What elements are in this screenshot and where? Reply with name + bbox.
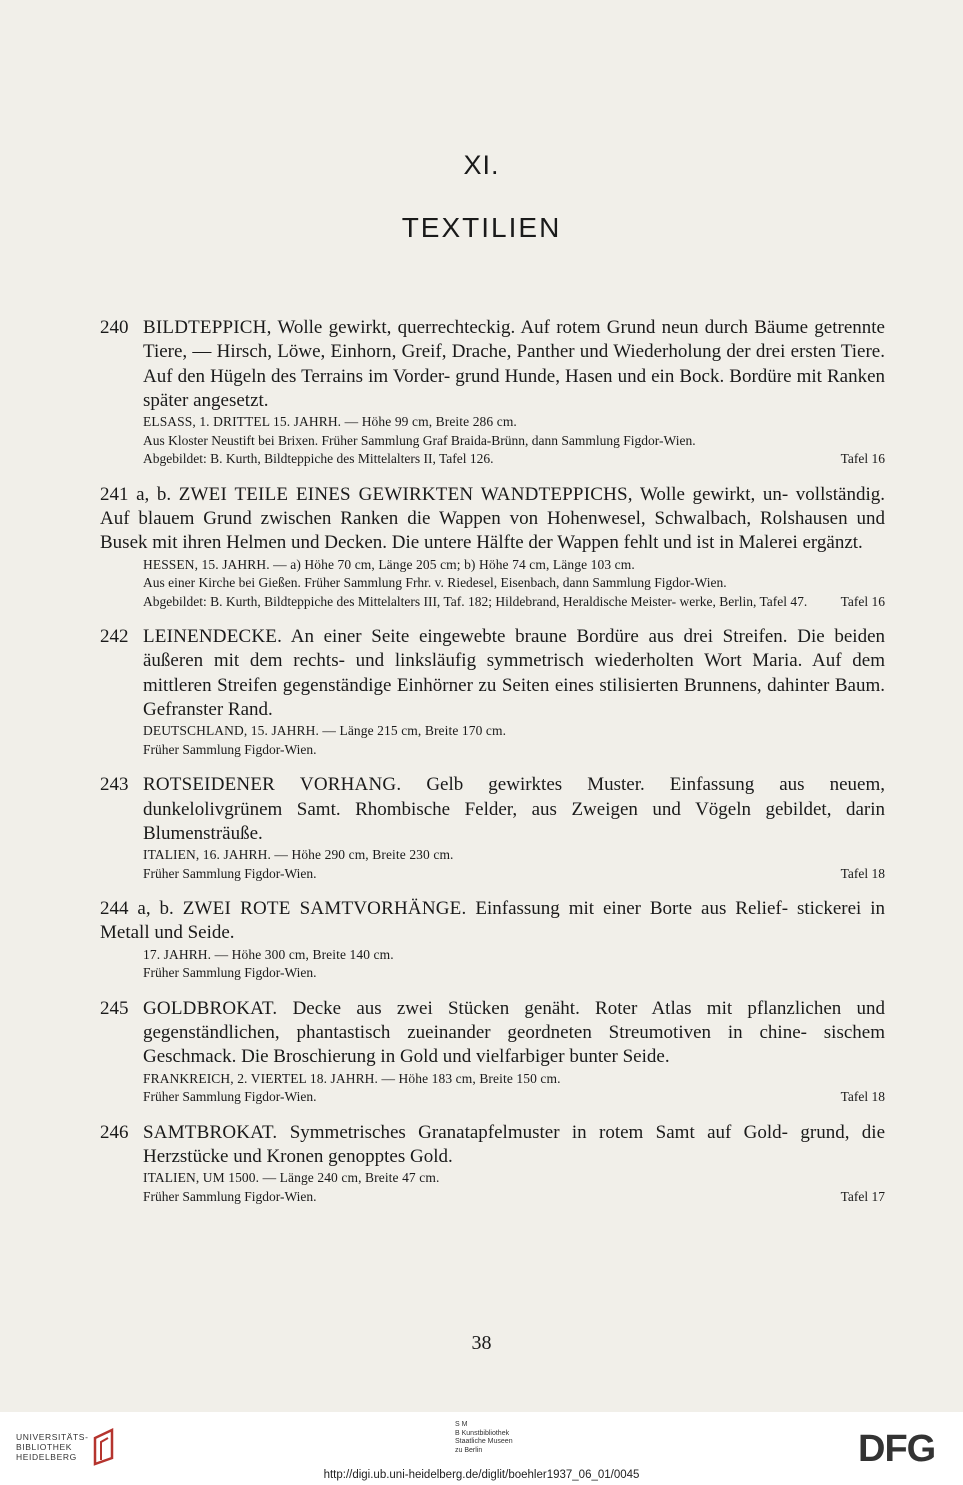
chapter-title: TEXTILIEN bbox=[401, 212, 562, 243]
smb-logo-line: zu Berlin bbox=[455, 1446, 483, 1454]
entry-number: 242 bbox=[100, 626, 129, 648]
entry-note-text: Früher Sammlung Figdor-Wien. bbox=[143, 1089, 317, 1105]
dfg-logo[interactable]: DFG bbox=[858, 1428, 936, 1470]
catalog-entry bbox=[100, 625, 885, 759]
plate-reference: Tafel 17 bbox=[840, 1188, 885, 1204]
entry-origin: DEUTSCHLAND, 15. JAHRH. — Länge 215 cm, Breite 170 cm. bbox=[143, 723, 507, 739]
entry-origin: ITALIEN, UM 1500. — Länge 240 cm, Breite 47 cm. bbox=[143, 1170, 440, 1186]
catalog-entry bbox=[100, 316, 885, 469]
entry-number: 246 bbox=[100, 1121, 129, 1143]
catalog-entry bbox=[100, 1121, 885, 1207]
entry-text: Wolle gewirkt, querrechteckig. Auf rotem Grund neun durch Bäume getrennte Tiere, — Hirsch, Löwe, Einhorn, Greif, Drache, Panther und Wiederholung der drei ersten Tiere. Auf den Hügeln des Terrains im Vorder- grund Hunde, Hasen und ein Bock. Bordüre mit Ranken später angesetzt. bbox=[143, 317, 885, 411]
smb-kunstbibliothek-logo[interactable] bbox=[455, 1421, 513, 1455]
smb-logo-line: B Kunstbibliothek bbox=[455, 1429, 510, 1437]
entry-meta bbox=[100, 946, 885, 983]
plate-reference: Tafel 18 bbox=[840, 865, 885, 881]
plate-reference: Tafel 18 bbox=[840, 1089, 885, 1105]
entry-title: GOLDBROKAT. bbox=[143, 997, 278, 1019]
catalog-entry bbox=[100, 773, 885, 883]
plate-reference: Tafel 16 bbox=[840, 593, 885, 609]
catalog-entry bbox=[100, 997, 885, 1107]
university-mark-icon bbox=[92, 1428, 116, 1466]
smb-logo-line: Staatliche Museen bbox=[455, 1438, 513, 1445]
page-number: 38 bbox=[471, 1332, 492, 1354]
entry-note bbox=[143, 865, 885, 884]
entry-description bbox=[100, 773, 885, 846]
entry-description bbox=[100, 897, 885, 946]
entry-description bbox=[100, 483, 885, 556]
entry-note bbox=[143, 741, 885, 760]
entry-text: Einfassung mit einer Borte aus Relief- stickerei in Metall und Seide. bbox=[100, 898, 886, 944]
entry-note bbox=[143, 450, 885, 469]
entry-title: ZWEI ROTE SAMTVORHÄNGE. bbox=[182, 898, 467, 920]
entry-note bbox=[143, 593, 885, 612]
permalink-url[interactable]: http://digi.ub.uni-heidelberg.de/diglit/boehler1937_06_01/0045 bbox=[323, 1469, 640, 1481]
entry-title: SAMTBROKAT. bbox=[143, 1121, 278, 1143]
entry-note bbox=[143, 574, 885, 593]
entry-description bbox=[100, 625, 885, 722]
entry-note-text: Abgebildet: B. Kurth, Bildteppiche des Mittelalters III, Taf. 182; Hildebrand, Heraldische Meister- werke, Berlin, Tafel 47. bbox=[143, 593, 808, 609]
entry-origin: HESSEN, 15. JAHRH. — a) Höhe 70 cm, Länge 205 cm; b) Höhe 74 cm, Länge 103 cm. bbox=[143, 556, 635, 572]
entry-note-text: Früher Sammlung Figdor-Wien. bbox=[143, 1188, 317, 1204]
entry-note-text: Aus Kloster Neustift bei Brixen. Früher Sammlung Graf Braida-Brünn, dann Sammlung Figdor-Wien. bbox=[143, 432, 696, 448]
entry-note-text: Abgebildet: B. Kurth, Bildteppiche des Mittelalters II, Tafel 126. bbox=[143, 451, 494, 467]
entry-note bbox=[143, 1188, 885, 1207]
university-library-logo[interactable] bbox=[16, 1432, 89, 1462]
entry-meta bbox=[100, 413, 885, 469]
entry-meta bbox=[100, 1070, 885, 1107]
entry-text: Symmetrisches Granatapfelmuster in rotem Samt auf Gold- grund, die Herzstücke und Kronen genopptes Gold. bbox=[143, 1121, 885, 1167]
entry-note-text: Früher Sammlung Figdor-Wien. bbox=[143, 741, 317, 757]
entry-number: 245 bbox=[100, 997, 129, 1019]
chapter-number: XI. bbox=[463, 150, 500, 180]
university-logo-line: UNIVERSITÄTS- bbox=[16, 1432, 89, 1442]
entry-description bbox=[100, 316, 885, 413]
entry-text: Decke aus zwei Stücken genäht. Roter Atlas mit pflanzlichen und gegenständlichen, phantastisch zueinander geordneten Streumotiven in chine- sischem Geschmack. Die Broschierung in Gold und vielfarbiger bunter Seide. bbox=[143, 997, 885, 1068]
entry-note bbox=[143, 432, 885, 451]
catalog-entry bbox=[100, 483, 885, 611]
entry-meta bbox=[100, 846, 885, 883]
university-logo-line: BIBLIOTHEK bbox=[16, 1442, 73, 1452]
footer-bar bbox=[0, 1412, 963, 1485]
entry-meta bbox=[100, 1169, 885, 1206]
smb-logo-line: S M bbox=[455, 1421, 468, 1428]
entry-description bbox=[100, 997, 885, 1070]
entry-text: Gelb gewirktes Muster. Einfassung aus neuem, dunkelolivgrünem Samt. Rhombische Felder, aus Zweigen und Vögeln gebildet, darin Blumensträuße. bbox=[143, 774, 886, 844]
entry-text: An einer Seite eingewebte braune Bordüre aus drei Streifen. Die beiden äußeren mit dem rechts- und linksläufig symmetrisch wiederholten Wort Maria. Auf dem mittleren Streifen gegenständige Einhörner zu Seiten eines stilisierten Brunnens, dahinter Baum. Gefranster Rand. bbox=[143, 626, 885, 720]
entry-number: 243 bbox=[100, 774, 129, 796]
entry-note-text: Aus einer Kirche bei Gießen. Früher Sammlung Frhr. v. Riedesel, Eisenbach, dann Sammlung Figdor-Wien. bbox=[143, 575, 727, 591]
entry-note bbox=[143, 964, 885, 983]
entry-number: 244 a, b. bbox=[100, 898, 174, 920]
entry-title: ROTSEIDENER VORHANG. bbox=[143, 774, 402, 796]
entry-origin: FRANKREICH, 2. VIERTEL 18. JAHRH. — Höhe 183 cm, Breite 150 cm. bbox=[143, 1070, 561, 1086]
entry-meta bbox=[100, 722, 885, 759]
entry-note-text: Früher Sammlung Figdor-Wien. bbox=[143, 965, 317, 981]
entry-title: BILDTEPPICH, bbox=[143, 317, 272, 338]
entry-description bbox=[100, 1121, 885, 1170]
catalog-entry bbox=[100, 897, 885, 983]
plate-reference: Tafel 16 bbox=[840, 451, 885, 467]
entry-note-text: Früher Sammlung Figdor-Wien. bbox=[143, 865, 317, 881]
entry-origin: ITALIEN, 16. JAHRH. — Höhe 290 cm, Breite 230 cm. bbox=[143, 847, 454, 863]
entry-title: ZWEI TEILE EINES GEWIRKTEN WANDTEPPICHS, bbox=[178, 483, 633, 505]
entry-meta bbox=[100, 556, 885, 612]
entry-note bbox=[143, 1088, 885, 1107]
entry-text: Wolle gewirkt, un- vollständig. Auf blauem Grund zwischen Ranken die Wappen von Hohenwesel, Schwalbach, Rolshausen und Busek mit ihren Helmen und Decken. Die untere Hälfte der Wappen fehlt und ist in Malerei ergänzt. bbox=[100, 483, 885, 554]
catalog-entries bbox=[100, 316, 885, 1220]
entry-origin: 17. JAHRH. — Höhe 300 cm, Breite 140 cm. bbox=[143, 946, 394, 962]
entry-number: 241 a, b. bbox=[100, 483, 172, 505]
entry-title: LEINENDECKE. bbox=[143, 626, 283, 648]
university-logo-line: HEIDELBERG bbox=[16, 1452, 77, 1462]
entry-origin: ELSASS, 1. DRITTEL 15. JAHRH. — Höhe 99 cm, Breite 286 cm. bbox=[143, 414, 517, 430]
entry-number: 240 bbox=[100, 317, 129, 338]
